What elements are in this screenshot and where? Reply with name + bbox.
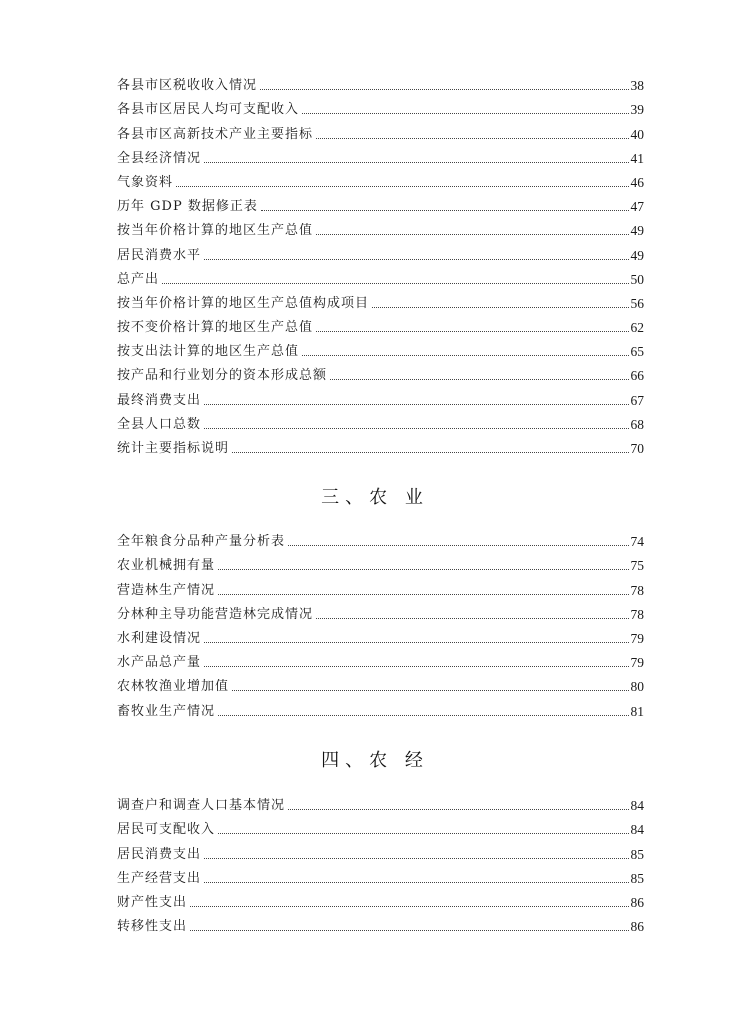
toc-leader-dots [288,809,628,810]
toc-entry[interactable] [117,360,644,384]
toc-entry[interactable] [117,814,644,838]
toc-entry-page: 85 [630,870,644,886]
toc-entry-title: 居民消费水平 [117,247,202,263]
toc-entry-page: 66 [630,368,644,384]
toc-leader-dots [260,89,628,90]
toc-leader-dots [204,642,628,643]
toc-entry[interactable] [117,143,644,167]
toc-entry-page: 56 [630,295,644,311]
toc-entry-page: 79 [630,630,644,646]
toc-entry-title: 水利建设情况 [117,630,202,646]
toc-entry[interactable] [117,647,644,671]
toc-leader-dots [204,882,628,883]
toc-leader-dots [204,162,628,163]
toc-entry[interactable] [117,312,644,336]
toc-entry[interactable] [117,574,644,598]
toc-entry-page: 85 [630,846,644,862]
toc-entry-page: 86 [630,894,644,910]
toc-entry[interactable] [117,526,644,550]
toc-entry-page: 86 [630,919,644,935]
toc-leader-dots [330,379,628,380]
toc-entry-page: 39 [630,102,644,118]
toc-entry-page: 46 [630,174,644,190]
toc-leader-dots [316,331,628,332]
toc-entry[interactable] [117,838,644,862]
toc-entry-page: 65 [630,344,644,360]
toc-entry[interactable] [117,239,644,263]
toc-entry-title: 最终消费支出 [117,392,202,408]
toc-entry[interactable] [117,409,644,433]
toc-entry-title: 转移性支出 [117,919,188,935]
toc-entry[interactable] [117,191,644,215]
toc-entry-title: 总产出 [117,271,160,287]
toc-entry-title: 按当年价格计算的地区生产总值 [117,223,314,239]
toc-entry-title: 历年 GDP 数据修正表 [117,199,258,215]
toc-leader-dots [218,569,628,570]
toc-entry[interactable] [117,118,644,142]
toc-entry-page: 75 [630,558,644,574]
toc-entry-page: 84 [630,822,644,838]
toc-entry-title: 居民消费支出 [117,846,202,862]
toc-leader-dots [204,404,628,405]
toc-entry-title: 统计主要指标说明 [117,441,230,456]
toc-entry-title: 全县经济情况 [117,150,202,166]
toc-entry-title: 各县市区高新技术产业主要指标 [117,126,314,142]
toc-entry-page: 38 [630,78,644,94]
toc-leader-dots [288,545,628,546]
toc-entry-page: 81 [630,703,644,719]
toc-section-agriculture [117,526,644,720]
toc-leader-dots [302,113,628,114]
toc-entry-title: 生产经营支出 [117,870,202,886]
toc-entry-title: 分林种主导功能营造林完成情况 [117,606,314,622]
toc-leader-dots [261,210,629,211]
toc-section-continued [117,70,644,457]
toc-entry-page: 74 [630,534,644,550]
section-heading-rural-economy: 四、农 经 [321,750,429,771]
toc-entry-page: 84 [630,798,644,814]
toc-entry-title: 居民可支配收入 [117,822,216,838]
toc-entry[interactable] [117,384,644,408]
toc-entry[interactable] [117,433,644,457]
toc-entry-title: 按不变价格计算的地区生产总值 [117,320,314,336]
toc-entry-page: 79 [630,655,644,671]
toc-entry-title: 各县市区居民人均可支配收入 [117,102,300,118]
toc-entry[interactable] [117,887,644,911]
toc-entry-title: 农林牧渔业增加值 [117,679,230,695]
toc-leader-dots [162,283,628,284]
toc-entry-title: 农业机械拥有量 [117,558,216,574]
toc-entry[interactable] [117,550,644,574]
toc-entry[interactable] [117,70,644,94]
toc-entry-page: 80 [630,679,644,695]
toc-entry-page: 78 [630,606,644,622]
toc-leader-dots [204,428,628,429]
toc-leader-dots [232,452,628,453]
toc-entry[interactable] [117,863,644,887]
toc-leader-dots [218,594,628,595]
toc-entry[interactable] [117,94,644,118]
toc-entry-title: 营造林生产情况 [117,582,216,598]
toc-entry[interactable] [117,599,644,623]
section-heading-agriculture: 三、农 业 [321,487,429,508]
toc-entry-title: 畜牧业生产情况 [117,703,216,719]
toc-entry-page: 40 [630,126,644,142]
toc-entry-page: 47 [630,199,644,215]
toc-section-rural-economy [117,790,644,935]
toc-leader-dots [372,307,628,308]
toc-leader-dots [190,906,628,907]
toc-entry[interactable] [117,264,644,288]
toc-entry-title: 气象资料 [117,174,174,190]
toc-leader-dots [302,355,628,356]
toc-leader-dots [204,666,628,667]
toc-entry-page: 68 [630,416,644,432]
toc-entry-title: 各县市区税收收入情况 [117,78,258,94]
toc-entry-page: 67 [630,392,644,408]
toc-entry-page: 49 [630,247,644,263]
toc-entry-page: 70 [630,441,644,456]
toc-entry-title: 水产品总产量 [117,655,202,671]
toc-leader-dots [232,690,628,691]
toc-entry-page: 78 [630,582,644,598]
toc-leader-dots [316,138,628,139]
toc-entry[interactable] [117,167,644,191]
toc-entry-title: 全县人口总数 [117,416,202,432]
toc-entry-title: 财产性支出 [117,894,188,910]
toc-leader-dots [204,259,628,260]
toc-leader-dots [218,715,628,716]
toc-entry-title: 调查户和调查人口基本情况 [117,798,286,814]
toc-entry-title: 按当年价格计算的地区生产总值构成项目 [117,295,370,311]
toc-entry-page: 41 [630,150,644,166]
toc-leader-dots [176,186,628,187]
toc-entry[interactable] [117,695,644,719]
toc-entry[interactable] [117,623,644,647]
toc-entry[interactable] [117,336,644,360]
toc-entry-page: 49 [630,223,644,239]
toc-entry[interactable] [117,671,644,695]
toc-entry-page: 62 [630,320,644,336]
toc-leader-dots [218,833,628,834]
toc-entry-page: 50 [630,271,644,287]
toc-entry[interactable] [117,911,644,935]
toc-entry-title: 全年粮食分品种产量分析表 [117,534,286,550]
toc-entry[interactable] [117,288,644,312]
toc-leader-dots [316,618,628,619]
toc-leader-dots [190,930,628,931]
toc-entry[interactable] [117,215,644,239]
toc-leader-dots [204,858,628,859]
toc-entry[interactable] [117,790,644,814]
toc-leader-dots [316,234,628,235]
toc-entry-title: 按支出法计算的地区生产总值 [117,344,300,360]
toc-entry-title: 按产品和行业划分的资本形成总额 [117,368,328,384]
